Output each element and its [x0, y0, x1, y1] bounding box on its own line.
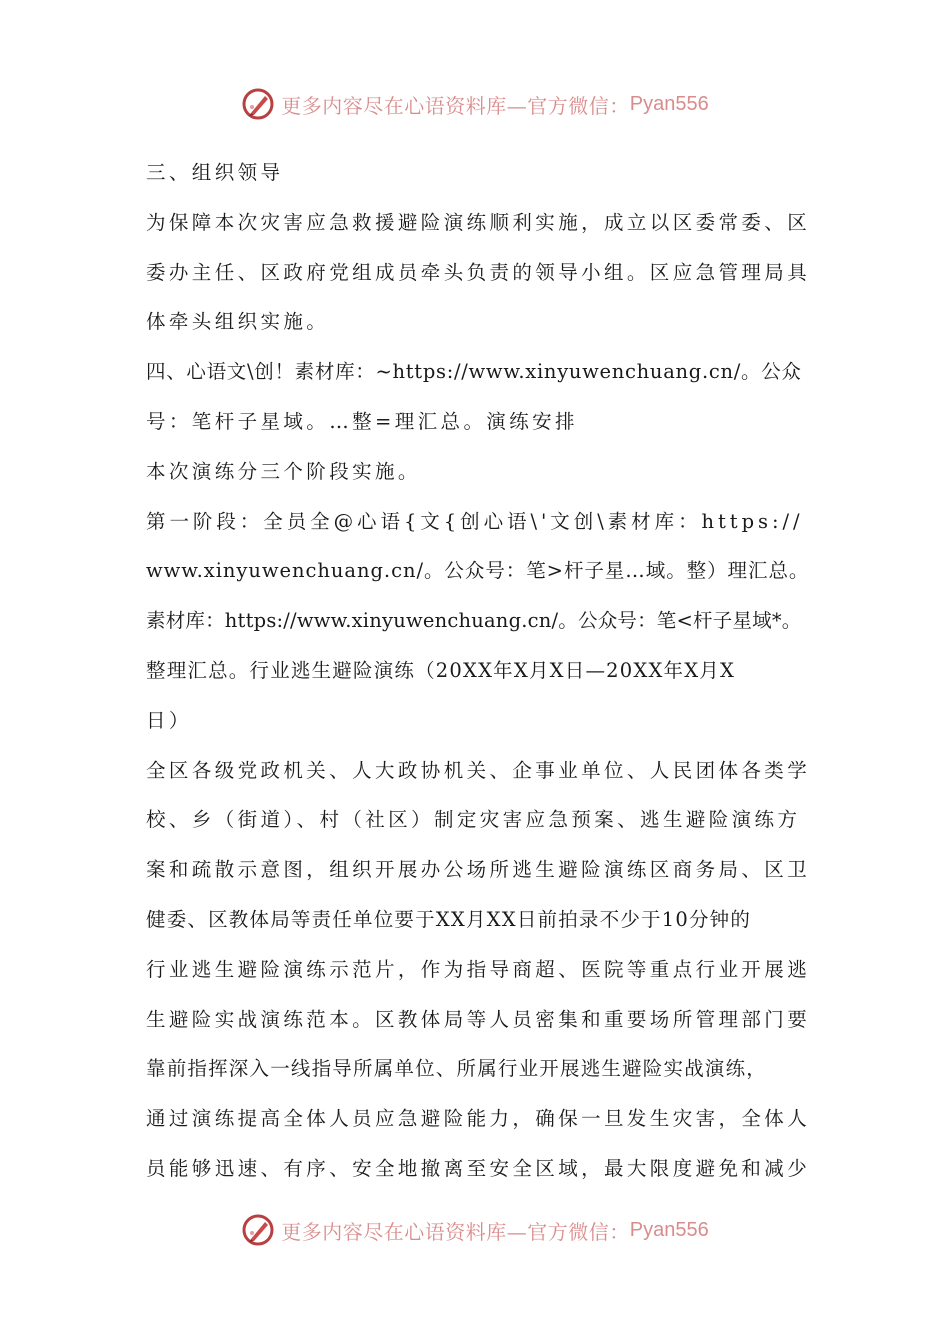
text-line: 健委、区教体局等责任单位要于XX月XX日前拍录不少于10分钟的 [146, 907, 752, 931]
text-line: 员能够迅速、有序、安全地撤离至安全区域，最大限度避免和减少 [146, 1156, 810, 1180]
text-line: 行业逃生避险演练示范片，作为指导商超、医院等重点行业开展逃 [146, 957, 810, 981]
banner-wechat-id: Pyan556 [629, 92, 709, 115]
footer-watermark-banner [0, 1208, 950, 1252]
text-line: 四、心语文\创！素材库：~https://www.xinyuwenchuang.cn/。公众 [146, 360, 802, 384]
banner-text: 更多内容尽在心语资料库—官方微信： [281, 93, 630, 118]
banner-wechat-id: Pyan556 [629, 1218, 709, 1241]
header-watermark-banner [0, 82, 950, 126]
text-line: www.xinyuwenchuang.cn/。公众号：笔>杆子星…域。整）理汇总。 [146, 559, 810, 583]
text-line: 委办主任、区政府党组成员牵头负责的领导小组。区应急管理局具 [146, 260, 810, 284]
text-line: 生避险实战演练范本。区教体局等人员密集和重要场所管理部门要 [146, 1007, 810, 1031]
text-line: 案和疏散示意图，组织开展办公场所逃生避险演练区商务局、区卫 [146, 858, 810, 882]
text-line: 整理汇总。行业逃生避险演练（20XX年X月X日—20XX年X月X [146, 658, 736, 682]
banner-text: 更多内容尽在心语资料库—官方微信： [281, 1219, 630, 1244]
text-line: 号：笔杆子星域。…整=理汇总。演练安排 [146, 409, 578, 433]
pen-logo-icon [241, 1213, 275, 1247]
document-body [146, 148, 810, 1194]
text-line: 全区各级党政机关、人大政协机关、企事业单位、人民团体各类学 [146, 758, 810, 782]
pen-logo-icon [241, 87, 275, 121]
text-line: 本次演练分三个阶段实施。 [146, 459, 421, 483]
text-line: 日） [146, 708, 192, 732]
text-line: 素材库：https://www.xinyuwenchuang.cn/。公众号：笔<杆子星域*。 [146, 609, 802, 633]
section-heading: 三、组织领导 [146, 161, 284, 184]
text-line: 通过演练提高全体人员应急避险能力，确保一旦发生灾害，全体人 [146, 1107, 810, 1131]
text-line: 体牵头组织实施。 [146, 310, 330, 334]
text-line: 校、乡（街道）、村（社区）制定灾害应急预案、逃生避险演练方 [146, 808, 801, 832]
text-line: 为保障本次灾害应急救援避险演练顺利实施，成立以区委常委、区 [146, 210, 810, 234]
text-line: 第一阶段：全员全@心语{文{创心语\'文创\素材库：https:// [146, 509, 804, 533]
text-line: 靠前指挥深入一线指导所属单位、所属行业开展逃生避险实战演练， [146, 1057, 768, 1081]
